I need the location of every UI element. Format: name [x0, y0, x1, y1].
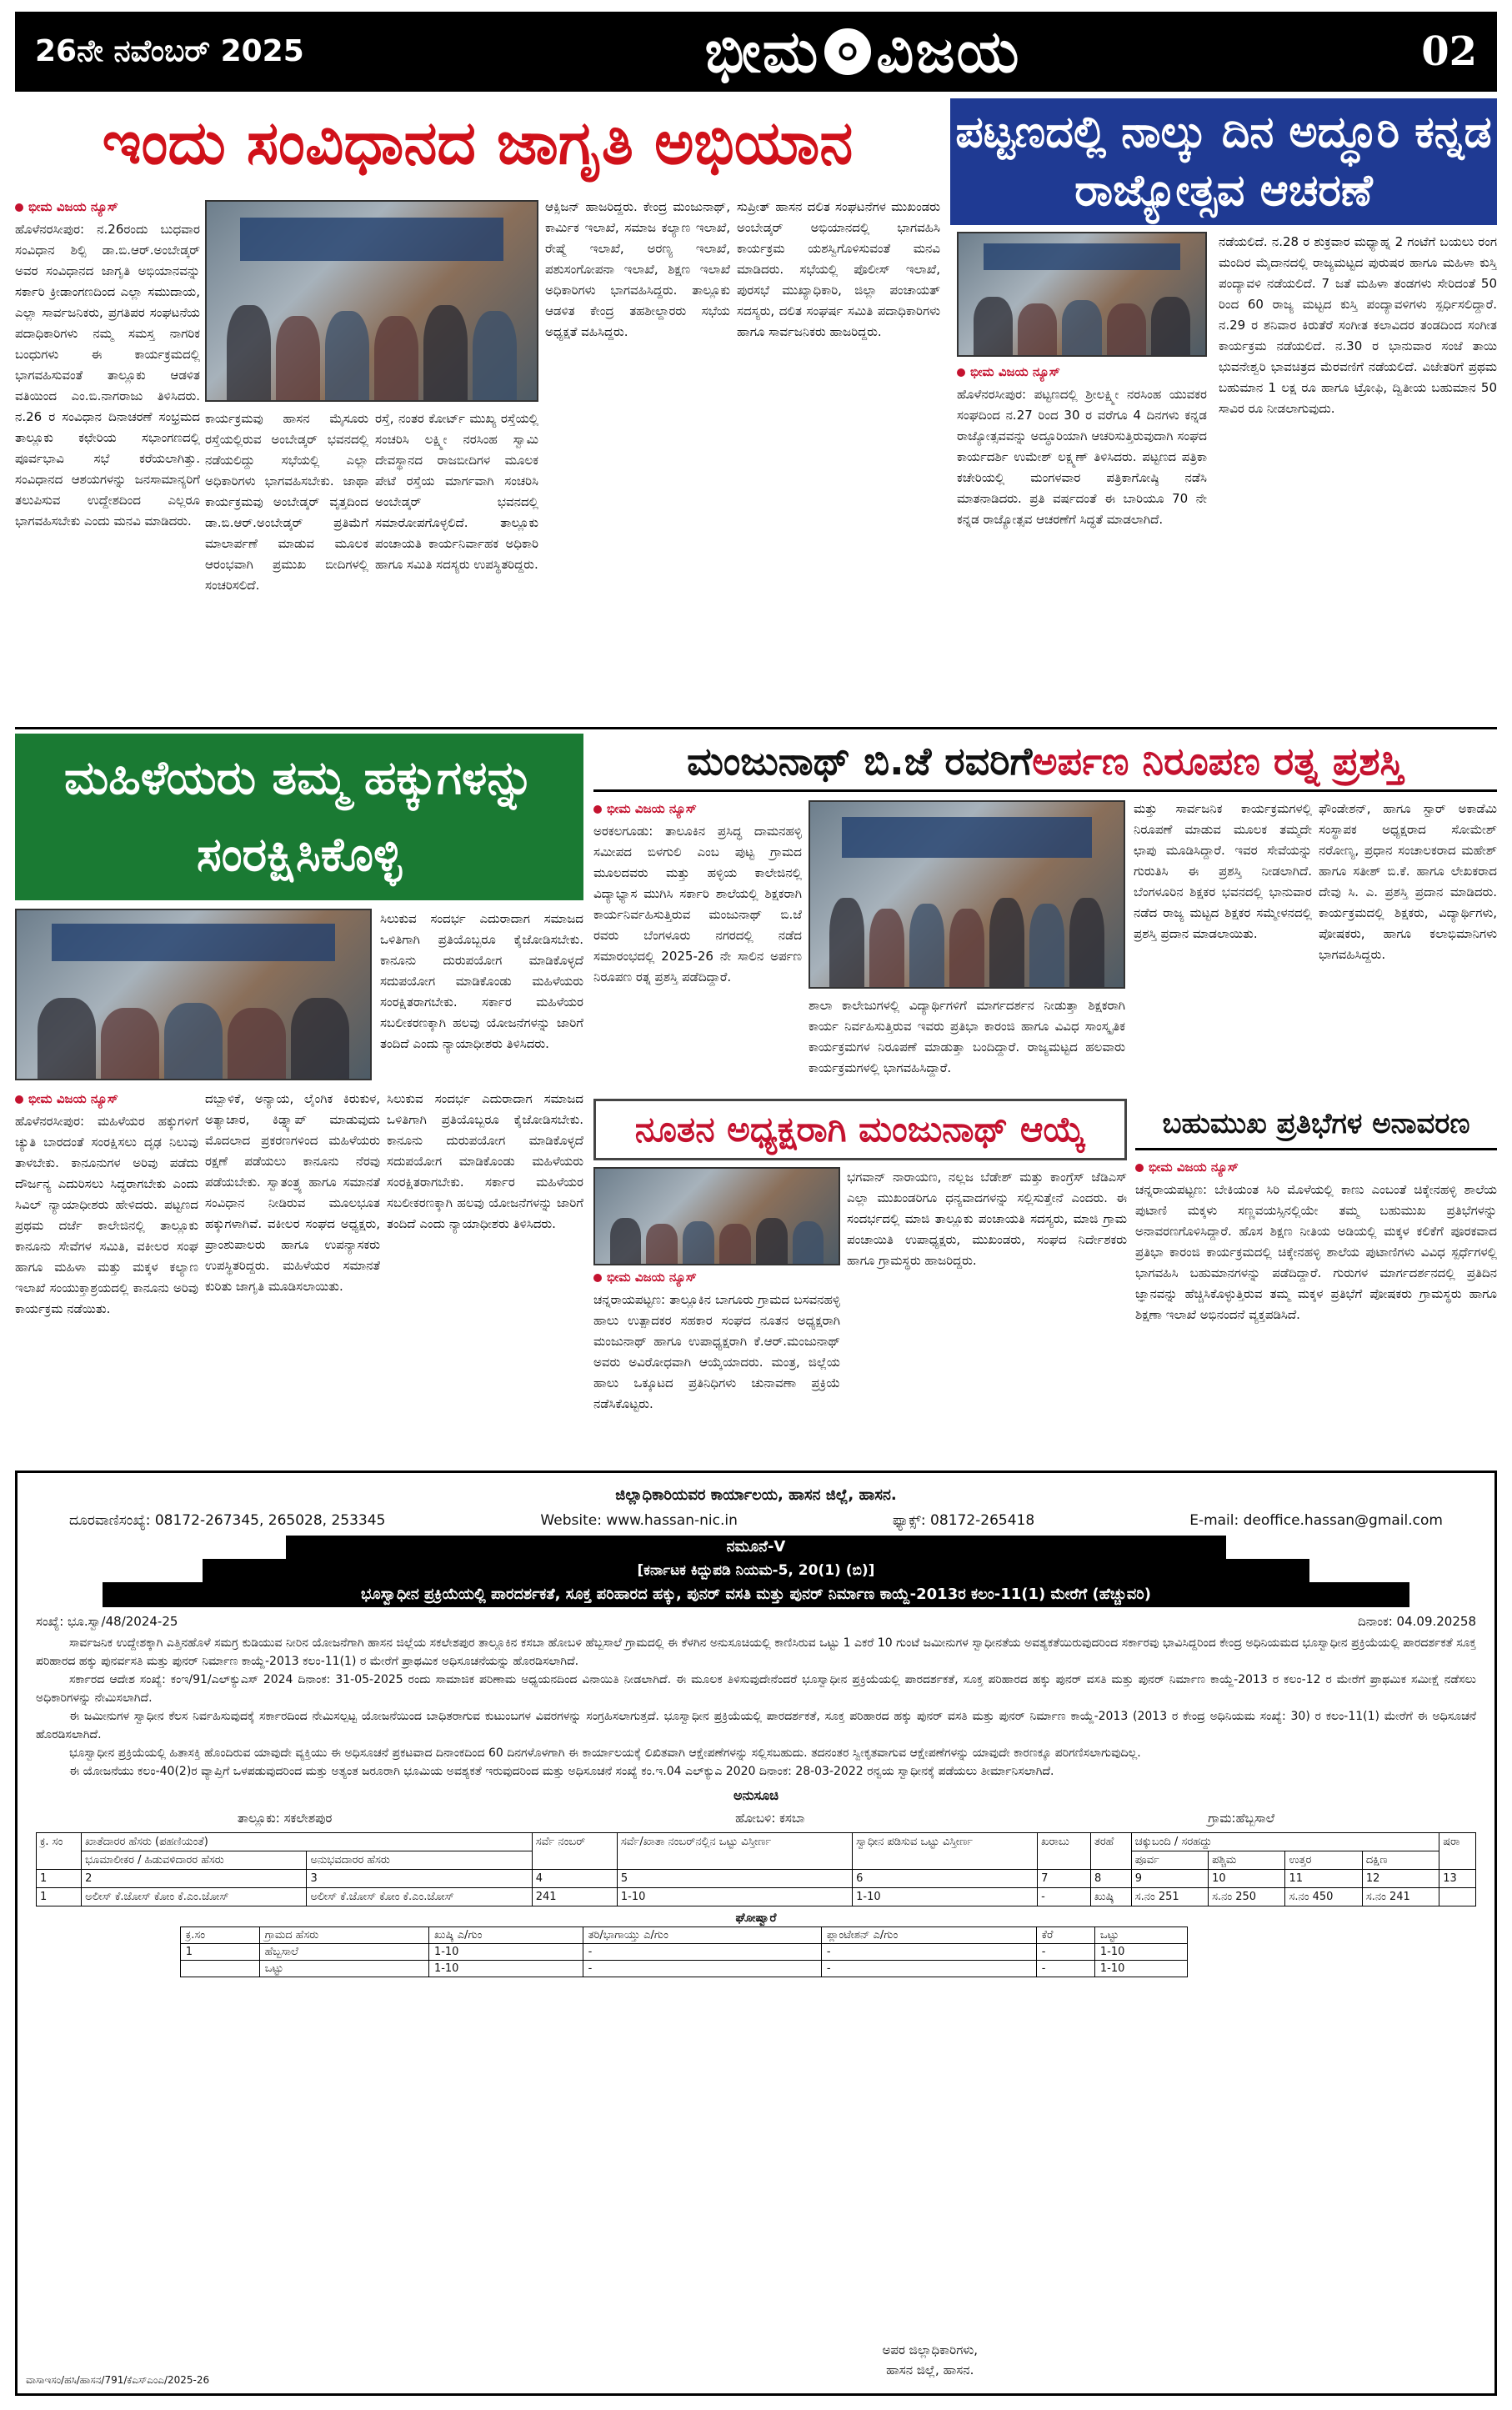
notice-paragraph: ಭೂಸ್ವಾಧೀನ ಪ್ರಕ್ರಿಯೆಯಲ್ಲಿ ಹಿತಾಸಕ್ತಿ ಹೊಂದಿರುವ ಯಾವುದೇ ವ್ಯಕ್ತಿಯು ಈ ಅಧಿಸೂಚನೆ ಪ್ರಕಟವಾದ ದಿನಾಂಕದಿಂದ 60 ದಿನಗಳೊಳಗಾಗಿ ಈ ಕಾರ್ಯಾಲಯಕ್ಕೆ ಲಿಖಿತವಾಗಿ ಆಕ್ಷೇಪಣೆಗಳನ್ನು ಸಲ್ಲಿಸಬಹುದು. ತದನಂತರ ಸ್ವೀಕೃತವಾಗುವ ಆಕ್ಷೇಪಣೆಗಳನ್ನು ಯಾವುದೇ ಕಾರಣಕ್ಕೂ ಪರಿಗಣಿಸಲಾಗುವುದಿಲ್ಲ.	[69, 1746, 1141, 1760]
notice-rule: [ಕರ್ನಾಟಕ ಕಿದ್ಬುಪಡಿ ನಿಯಮ-5, 20(1) (ಬಿ)]	[203, 1559, 1309, 1582]
headline-rajyotsava: ಪಟ್ಟಣದಲ್ಲಿ ನಾಲ್ಕು ದಿನ ಅದ್ಧೂರಿ ಕನ್ನಡ ರಾಜ್ಯೋತ್ಸವ ಆಚರಣೆ	[950, 98, 1497, 225]
th-owner: ಭೂಮಾಲೀಕರ / ಹಿಡುವಳಿದಾರರ ಹೆಸರು	[82, 1851, 307, 1870]
notice-body	[36, 1634, 1476, 1781]
manjunath-col-4: ಫೌಂಡೇಶನ್, ಹಾಗೂ ಸ್ಟಾರ್ ಅಕಾಡೆಮಿ ಸಂಸ್ಥಾಪಕ ಅಧ್ಯಕ್ಷರಾದ ಸೋಮೇಶ್ ನರೋಣ್ಯ, ಪ್ರಧಾನ ಸಂಚಾಲಕರಾದ ಮಹೇಶ್ ಹಾಗೂ ಸತೀಶ್ ಬಿ.ಕೆ. ಹಾಗೂ ಲೇಖಕರಾದ ದೇವು ಸಿ. ಎ. ಪ್ರಶಸ್ತಿ ಪ್ರದಾನ ಮಾಡಿದರು. ಕಾರ್ಯಕ್ರಮದಲ್ಲಿ ಶಿಕ್ಷಕರು, ವಿದ್ಯಾರ್ಥಿಗಳು, ಪೋಷಕರು, ಹಾಗೂ ಕಲಾಭಿಮಾನಿಗಳು ಭಾಗವಹಿಸಿದ್ದರು.	[1319, 801, 1497, 962]
masthead	[15, 12, 1497, 92]
th-sl: ಕ್ರ. ಸಂ	[37, 1833, 82, 1870]
th-survey: ಸರ್ವೆ ನಂಬರ್	[532, 1833, 617, 1870]
schedule-table	[36, 1832, 1476, 1906]
sign-place: ಹಾಸನ ಜಿಲ್ಲೆ, ಹಾಸನ.	[886, 2362, 974, 2377]
notice-date: ದಿನಾಂಕ: 04.09.20258	[1358, 1614, 1476, 1629]
headline-manjunath-award: ಮಂಜುನಾಥ್ ಬಿ.ಜೆ ರವರಿಗೆ ಅರ್ಪಣ ನಿರೂಪಣ ರತ್ನ ಪ್ರಶಸ್ತಿ	[593, 734, 1497, 792]
schedule-taluk: ತಾಲ್ಲೂಕು: ಸಕಲೇಶಪುರ	[237, 1811, 333, 1826]
table-row: 1 ಅಲೀಸ್ ಕೆ.ಜೋಸ್ ಕೋಂ ಕೆ.ಎಂ.ಜೋಸ್ ಅಲೀಸ್ ಕೆ.ಜೋಸ್ ಕೋಂ ಕೆ.ಎಂ.ಜೋಸ್ 241 1-10 1-10 - ಖುಷ್ಕಿ ಸ.ನಂ 251 ಸ.ನಂ 250 ಸ.ನಂ 450 ಸ.ನಂ 241	[37, 1888, 1476, 1906]
schedule-village: ಗ್ರಾಮ:ಹೆಬ್ಬಸಾಲೆ	[1208, 1811, 1275, 1826]
mahile-col-2: ಭೀಮ ವಿಜಯ ನ್ಯೂಸ್ ಹೊಳೆನರಸೀಪುರ: ಮಹಿಳೆಯರ ಹಕ್ಕುಗಳಿಗೆ ಚ್ಯುತಿ ಬಾರದಂತೆ ಸಂರಕ್ಷಿಸಲು ದೃಢ ನಿಲುವು ತಾಳಬೇಕು. ಕಾನೂನುಗಳ ಅರಿವು ಪಡೆದು ದೌರ್ಜನ್ಯ ಎದುರಿಸಲು ಸಿದ್ಧರಾಗಬೇಕು ಎಂದು ಸಿವಿಲ್ ನ್ಯಾಯಾಧೀಶರು ಹೇಳಿದರು. ಪಟ್ಟಣದ ಪ್ರಥಮ ದರ್ಜೆ ಕಾಲೇಜಿನಲ್ಲಿ ತಾಲ್ಲೂಕು ಕಾನೂನು ಸೇವೆಗಳ ಸಮಿತಿ, ವಕೀಲರ ಸಂಘ ಹಾಗೂ ಮಹಿಳಾ ಮತ್ತು ಮಕ್ಕಳ ಕಲ್ಯಾಣ ಇಲಾಖೆ ಸಂಯುಕ್ತಾಶ್ರಯದಲ್ಲಿ ಕಾನೂನು ಅರಿವು ಕಾರ್ಯಕ್ರಮ ನಡೆಯಿತು.	[15, 1089, 198, 1461]
section-divider	[15, 727, 1497, 729]
bullet-icon	[593, 805, 602, 814]
nutana-col-1: ಭೀಮ ವಿಜಯ ನ್ಯೂಸ್ ಚನ್ನರಾಯಪಟ್ಟಣ: ತಾಲ್ಲೂಕಿನ ಬಾಗೂರು ಗ್ರಾಮದ ಬಸವನಹಳ್ಳಿ ಹಾಲು ಉತ್ಪಾದಕರ ಸಹಕಾರ ಸಂಘದ ನೂತನ ಅಧ್ಯಕ್ಷರಾಗಿ ಮಂಜುನಾಥ್ ಹಾಗೂ ಉಪಾಧ್ಯಕ್ಷರಾಗಿ ಕೆ.ಆರ್.ಮಂಜುನಾಥ್ ಅವರು ಅವಿರೋಧವಾಗಿ ಆಯ್ಕೆಯಾದರು. ಮಂತ್ರ, ಜಿಲ್ಲೆಯ ಹಾಲು ಒಕ್ಕೂಟದ ಪ್ರತಿನಿಧಿಗಳು ಚುನಾವಣಾ ಪ್ರಕ್ರಿಯೆ ನಡೆಸಿಕೊಟ್ಟರು.	[593, 1267, 840, 1461]
samvidhana-col-4: ಆಕ್ಸಿಜನ್ ಹಾಜರಿದ್ದರು. ಕೇಂದ್ರ ಮಂಜುನಾಥ್, ಕಾರ್ಮಿಕ ಇಲಾಖೆ, ಸಮಾಜ ಕಲ್ಯಾಣ ಇಲಾಖೆ, ರೇಷ್ಮೆ ಇಲಾಖೆ, ಅರಣ್ಯ ಇಲಾಖೆ, ಪಶುಸಂಗೋಪನಾ ಇಲಾಖೆ, ಶಿಕ್ಷಣ ಇಲಾಖೆ ಅಧಿಕಾರಿಗಳು ಭಾಗವಹಿಸಿದ್ದರು. ತಾಲ್ಲೂಕು ಆಡಳಿತ ಕೇಂದ್ರ ತಹಶೀಲ್ದಾರರು ಸಭೆಯ ಅಧ್ಯಕ್ಷತೆ ವಹಿಸಿದ್ದರು.	[545, 199, 730, 339]
samvidhana-col-3: ರಸ್ತೆ, ನಂತರ ಕೋರ್ಟ್ ಮುಖ್ಯ ರಸ್ತೆಯಲ್ಲಿ ಸಂಚರಿಸಿ ಲಕ್ಷ್ಮೀ ನರಸಿಂಹ ಸ್ವಾಮಿ ದೇವಸ್ಥಾನದ ರಾಜಬೀದಿಗಳ ಮೂಲಕ ಪೇಟೆ ರಸ್ತೆಯ ಮಾರ್ಗವಾಗಿ ಸಂಚರಿಸಿ ಅಂಬೇಡ್ಕರ್ ಭವನದಲ್ಲಿ ಸಮಾರೋಪಗೊಳ್ಳಲಿದೆ. ತಾಲ್ಲೂಕು ಪಂಚಾಯತಿ ಕಾರ್ಯನಿರ್ವಾಹಕ ಅಧಿಕಾರಿ ಹಾಗೂ ಸಮಿತಿ ಸದಸ್ಯರು ಉಪಸ್ಥಿತರಿದ್ದರು.	[375, 411, 538, 572]
logo-text-right: ವಿಜಯ	[876, 17, 1021, 86]
rajyotsava-col-2: ನಡೆಯಲಿದೆ. ನ.28 ರ ಶುಕ್ರವಾರ ಮಧ್ಯಾಹ್ನ 2 ಗಂಟೆಗೆ ಬಯಲು ರಂಗ ಮಂದಿರ ಮೈದಾನದಲ್ಲಿ ರಾಜ್ಯಮಟ್ಟದ ಪುರುಷರ ಹಾಗೂ ಮಹಿಳಾ ಕುಸ್ತಿ ಪಂದ್ಯಾವಳಿ ನಡೆಯಲಿದೆ. 7 ಜತೆ ಮಹಿಳಾ ತಂಡಗಳು ಸೇರಿದಂತೆ 50 ರಿಂದ 60 ರಾಜ್ಯ ಮಟ್ಟದ ಕುಸ್ತಿ ಪಂದ್ಯಾವಳಿಗಳು ಸ್ಪರ್ಧಿಸಲಿದ್ದಾರೆ. ನ.29 ರ ಶನಿವಾರ ಕಿರುತೆರೆ ಸಂಗೀತ ಕಲಾವಿದರ ತಂಡದಿಂದ ಸಂಗೀತ ಕಾರ್ಯಕ್ರಮ ನಡೆಯಲಿದೆ. ನ.30 ರ ಭಾನುವಾರ ಸಂಜೆ ತಾಯಿ ಭುವನೇಶ್ವರಿ ಭಾವಚಿತ್ರದ ಮೆರವಣಿಗೆ ನಡೆಯಲಿದೆ. ವಿಜೇತರಿಗೆ ಪ್ರಥಮ ಬಹುಮಾನ 1 ಲಕ್ಷ ರೂ ಹಾಗೂ ಟ್ರೋಫಿ, ದ್ವಿತೀಯ ಬಹುಮಾನ 50 ಸಾವಿರ ರೂ ನೀಡಲಾಗುವುದು.	[1219, 234, 1497, 416]
notice-paragraph: ಈ ಜಮೀನುಗಳ ಸ್ವಾಧೀನ ಕೆಲಸ ನಿರ್ವಹಿಸುವುದಕ್ಕೆ ಸರ್ಕಾರದಿಂದ ನೇಮಿಸಲ್ಪಟ್ಟ ಯೋಜನೆಯಿಂದ ಬಾಧಿತರಾಗುವ ಕುಟುಂಬಗಳ ವಿವರಗಳನ್ನು ಸಂಗ್ರಹಿಸಲಾಗುತ್ತದೆ. ಭೂಸ್ವಾಧೀನ ಪ್ರಕ್ರಿಯೆಯಲ್ಲಿ ಪಾರದರ್ಶಕತೆ, ಸೂಕ್ತ ಪರಿಹಾರದ ಹಕ್ಕು ಪುನರ್ ವಸತಿ ಮತ್ತು ಪುನರ್ ನಿರ್ಮಾಣ ಕಾಯ್ದೆ-2013 (2013 ರ ಕೇಂದ್ರ ಅಧಿನಿಯಮ ಸಂಖ್ಯೆ: 30) ರ ಕಲಂ-11(1) ಮೇರೆಗೆ ಈ ಅಧಿಸೂಚನೆ ಹೊರಡಿಸಲಾಗಿದೆ.	[36, 1710, 1476, 1741]
byline: ಭೀಮ ವಿಜಯ ನ್ಯೂಸ್	[15, 197, 200, 218]
rajyotsava-col-1: ಭೀಮ ವಿಜಯ ನ್ಯೂಸ್ ಹೊಳೆನರಸೀಪುರ: ಪಟ್ಟಣದಲ್ಲಿ ಶ್ರೀಲಕ್ಷ್ಮೀ ನರಸಿಂಹ ಯುವಕರ ಸಂಘದಿಂದ ನ.27 ರಿಂದ 30 ರ ವರೆಗೂ 4 ದಿನಗಳು ಕನ್ನಡ ರಾಜ್ಯೋತ್ಸವವನ್ನು ಅದ್ಧೂರಿಯಾಗಿ ಆಚರಿಸುತ್ತಿರುವುದಾಗಿ ಸಂಘದ ಕಾರ್ಯದರ್ಶಿ ಉಮೇಶ್ ಲಕ್ಷ್ಮಣ್ ತಿಳಿಸಿದರು. ಪಟ್ಟಣದ ಪತ್ರಿಕಾ ಕಚೇರಿಯಲ್ಲಿ ಮಂಗಳವಾರ ಪತ್ರಿಕಾಗೋಷ್ಠಿ ನಡೆಸಿ ಮಾತನಾಡಿದರು. ಪ್ರತಿ ವರ್ಷದಂತೆ ಈ ಬಾರಿಯೂ 70 ನೇ ಕನ್ನಡ ರಾಜ್ಯೋತ್ಸವ ಆಚರಣೆಗೆ ಸಿದ್ಧತೆ ಮಾಡಲಾಗಿದೆ.	[957, 362, 1207, 722]
table-row: 1 ಹೆಬ್ಬಸಾಲೆ 1-10 - - - 1-10	[180, 1944, 1188, 1961]
photo-cooperative-society	[593, 1167, 840, 1265]
notice-form: ನಮೂನೆ-V	[286, 1536, 1226, 1559]
th-khata-group: ಖಾತೆದಾರರ ಹೆಸರು (ಪಹಣಿಯಂತೆ)	[82, 1833, 533, 1851]
notice-contact	[69, 1512, 1443, 1529]
notice-fax: ಫ್ಯಾಕ್ಸ್: 08172-265418	[892, 1512, 1035, 1529]
bullet-icon	[957, 368, 965, 377]
photo-legal-awareness	[15, 909, 372, 1080]
notice-code: ವಾಸಾಇಸಂ/ಹಸಿ/ಹಾಸನ/791/ಕೆಎಸ್‌ಎಂಎ/2025-26	[26, 2374, 210, 2386]
bullet-icon	[15, 1095, 23, 1104]
issue-date: 26ನೇ ನವೆಂಬರ್ 2025	[35, 34, 304, 68]
th-east: ಪೂರ್ವ	[1131, 1851, 1208, 1870]
notice-website: Website: www.hassan-nic.in	[540, 1512, 738, 1529]
notice-ref-row	[36, 1614, 1476, 1629]
newspaper-logo	[705, 17, 1021, 87]
byline: ಭೀಮ ವಿಜಯ ನ್ಯೂಸ್	[593, 799, 802, 819]
headline-mahile: ಮಹಿಳೆಯರು ತಮ್ಮ ಹಕ್ಕುಗಳನ್ನು ಸಂರಕ್ಷಿಸಿಕೊಳ್ಳಿ	[15, 734, 583, 900]
page-number: 02	[1421, 28, 1477, 75]
th-west: ಪಶ್ಚಿಮ	[1209, 1851, 1285, 1870]
manjunath-col-3: ಮತ್ತು ಸಾರ್ವಜನಿಕ ಕಾರ್ಯಕ್ರಮಗಳಲ್ಲಿ ನಿರೂಪಣೆ ಮಾಡುವ ಮೂಲಕ ತಮ್ಮದೇ ಛಾಪು ಮೂಡಿಸಿದ್ದಾರೆ. ಇವರ ಸೇವೆಯನ್ನು ಗುರುತಿಸಿ ಈ ಪ್ರಶಸ್ತಿ ನೀಡಲಾಗಿದೆ. ಬೆಂಗಳೂರಿನ ಶಿಕ್ಷಕರ ಭವನದಲ್ಲಿ ಭಾನುವಾರ ನಡೆದ ರಾಜ್ಯ ಮಟ್ಟದ ಶಿಕ್ಷಕರ ಸಮ್ಮೇಳನದಲ್ಲಿ ಪ್ರಶಸ್ತಿ ಪ್ರದಾನ ಮಾಡಲಾಯಿತು.	[1134, 801, 1312, 941]
mahile-col-4: ಸಿಲುಕುವ ಸಂದರ್ಭ ಎದುರಾದಾಗ ಸಮಾಜದ ಒಳಿತಿಗಾಗಿ ಪ್ರತಿಯೊಬ್ಬರೂ ಕೈಜೋಡಿಸಬೇಕು. ಕಾನೂನು ದುರುಪಯೋಗ ಮಾಡಿಕೊಳ್ಳದೆ ಸದುಪಯೋಗ ಮಾಡಿಕೊಂಡು ಮಹಿಳೆಯರು ಸಂರಕ್ಷಿತರಾಗಬೇಕು. ಸರ್ಕಾರ ಮಹಿಳೆಯರ ಸಬಲೀಕರಣಕ್ಕಾಗಿ ಹಲವು ಯೋಜನೆಗಳನ್ನು ಜಾರಿಗೆ ತಂದಿದೆ ಎಂದು ನ್ಯಾಯಾಧೀಶರು ತಿಳಿಸಿದರು.	[387, 1091, 583, 1231]
manjunath-col-2: ಶಾಲಾ ಕಾಲೇಜುಗಳಲ್ಲಿ ವಿದ್ಯಾರ್ಥಿಗಳಿಗೆ ಮಾರ್ಗದರ್ಶನ ನೀಡುತ್ತಾ ಶಿಕ್ಷಕರಾಗಿ ಕಾರ್ಯ ನಿರ್ವಹಿಸುತ್ತಿರುವ ಇವರು ಪ್ರತಿಭಾ ಕಾರಂಜಿ ಹಾಗೂ ವಿವಿಧ ಸಾಂಸ್ಕೃತಿಕ ಕಾರ್ಯಕ್ರಮಗಳ ನಿರೂಪಣೆ ಮಾಡುತ್ತಾ ಬಂದಿದ್ದಾರೆ. ರಾಜ್ಯಮಟ್ಟದ ಹಲವಾರು ಕಾರ್ಯಕ್ರಮಗಳಲ್ಲಿ ಭಾಗವಹಿಸಿದ್ದಾರೆ.	[809, 998, 1125, 1075]
schedule-hobli: ಹೋಬಳಿ: ಕಸಬಾ	[735, 1811, 805, 1826]
bahumukha-col-1: ಭೀಮ ವಿಜಯ ನ್ಯೂಸ್ ಚನ್ನರಾಯಪಟ್ಟಣ: ಬೇಕಿಯಂತ ಸಿರಿ ಮೊಳೆಯಲ್ಲಿ ಕಾಣು ಎಂಬಂತೆ ಚಿಕ್ಕೇನಹಳ್ಳಿ ಶಾಲೆಯ ಪುಟಾಣಿ ಮಕ್ಕಳು ಸಣ್ಣವಯಸ್ಸಿನಲ್ಲಿಯೇ ತಮ್ಮ ಬಹುಮುಖ ಪ್ರತಿಭೆಗಳನ್ನು ಅನಾವರಣಗೊಳಿಸಿದ್ದಾರೆ. ಹೊಸ ಶಿಕ್ಷಣ ನೀತಿಯ ಅಡಿಯಲ್ಲಿ ಮಕ್ಕಳ ಕಲಿಕೆಗೆ ಪೂರಕವಾದ ಪ್ರತಿಭಾ ಕಾರಂಜಿ ಕಾರ್ಯಕ್ರಮದಲ್ಲಿ ಚಿಕ್ಕೇನಹಳ್ಳಿ ಶಾಲೆಯ ಪುಟಾಣಿಗಳು ವಿವಿಧ ಸ್ಪರ್ಧೆಗಳಲ್ಲಿ ಭಾಗವಹಿಸಿ ಬಹುಮಾನಗಳನ್ನು ಪಡೆದಿದ್ದಾರೆ. ಗುರುಗಳ ಮಾರ್ಗದರ್ಶನದಲ್ಲಿ ಪ್ರತಿದಿನ ಜ್ಞಾನವನ್ನು ಹೆಚ್ಚಿಸಿಕೊಳ್ಳುತ್ತಿರುವ ತಮ್ಮ ಮಕ್ಕಳ ಪ್ರತಿಭೆಗೆ ಪೋಷಕರು ಗ್ರಾಮಸ್ಥರು ಹಾಗೂ ಶಿಕ್ಷಣಾ ಇಲಾಖೆ ಅಭಿನಂದನೆ ವ್ಯಕ್ತಪಡಿಸಿದೆ.	[1135, 1157, 1497, 1461]
summary-table: ಕ್ರ.ಸಂ ಗ್ರಾಮದ ಹೆಸರು ಖುಷ್ಕಿ ಎ/ಗುಂ ತರಿ/ಭಾಗಾಯ್ತು ಎ/ಗುಂ ಪ್ಲಾಂಟೇಶನ್ ಎ/ಗುಂ ಕೆರೆ ಒಟ್ಟು 1 ಹೆಬ್ಬಸಾಲೆ 1-10 - - - 1-10 ಒಟ್ಟು 1-10 - - - 1-10	[180, 1926, 1189, 1977]
th-kharab: ಖರಾಬು	[1038, 1833, 1091, 1870]
sign-title: ಅಪರ ಜಿಲ್ಲಾಧಿಕಾರಿಗಳು,	[882, 2342, 978, 2357]
bullet-icon	[1135, 1164, 1144, 1172]
byline: ಭೀಮ ವಿಜಯ ನ್ಯೂಸ್	[593, 1267, 840, 1288]
th-boundary: ಚಕ್ಕುಬಂದಿ / ಸರಹದ್ದು	[1131, 1833, 1439, 1851]
byline: ಭೀಮ ವಿಜಯ ನ್ಯೂಸ್	[1135, 1157, 1497, 1178]
samvidhana-col-2: ಕಾರ್ಯಕ್ರಮವು ಹಾಸನ ಮೈಸೂರು ರಸ್ತೆಯಲ್ಲಿರುವ ಅಂಬೇಡ್ಕರ್ ಭವನದಲ್ಲಿ ನಡೆಯಲಿದ್ದು ಸಭೆಯಲ್ಲಿ ಎಲ್ಲಾ ಅಧಿಕಾರಿಗಳು ಭಾಗವಹಿಸಬೇಕು. ಜಾಥಾ ಕಾರ್ಯಕ್ರಮವು ಅಂಬೇಡ್ಕರ್ ವೃತ್ತದಿಂದ ಡಾ.ಬಿ.ಆರ್.ಅಂಬೇಡ್ಕರ್ ಪ್ರತಿಮೆಗೆ ಮಾಲಾರ್ಪಣೆ ಮಾಡುವ ಮೂಲಕ ಆರಂಭವಾಗಿ ಪ್ರಮುಖ ಬೀದಿಗಳಲ್ಲಿ ಸಂಚರಿಸಲಿದೆ.	[205, 411, 368, 593]
bullet-icon	[15, 203, 23, 212]
th-acq: ಸ್ವಾಧೀನ ಪಡಿಸುವ ಒಟ್ಟು ವಿಸ್ತೀರ್ಣ	[853, 1833, 1038, 1870]
summary-title: ಘೋಷ್ವಾರೆ	[735, 1911, 777, 1925]
samvidhana-col-5: ಸುಪ್ರೀತ್ ಹಾಸನ ದಲಿತ ಸಂಘಟನೆಗಳ ಮುಖಂಡರು ಅಂಬೇಡ್ಕರ್ ಅಭಿಯಾನದಲ್ಲಿ ಭಾಗವಹಿಸಿ ಕಾರ್ಯಕ್ರಮ ಯಶಸ್ವಿಗೊಳಿಸುವಂತೆ ಮನವಿ ಮಾಡಿದರು. ಸಭೆಯಲ್ಲಿ ಪೊಲೀಸ್ ಇಲಾಖೆ, ಪುರಸಭೆ ಮುಖ್ಯಾಧಿಕಾರಿ, ಜಿಲ್ಲಾ ಪಂಚಾಯತ್ ಸದಸ್ಯರು, ದಲಿತ ಸಂಘರ್ಷ ಸಮಿತಿ ಪದಾಧಿಕಾರಿಗಳು ಹಾಗೂ ಸಾರ್ವಜನಿಕರು ಹಾಜರಿದ್ದರು.	[737, 199, 940, 339]
mahile-col-3: ದಬ್ಬಾಳಿಕೆ, ಅನ್ಯಾಯ, ಲೈಂಗಿಕ ಕಿರುಕುಳ, ಅತ್ಯಾಚಾರ, ಕಿಡ್ನ್ಯಾಪ್ ಮಾಡುವುದು ಮೊದಲಾದ ಪ್ರಕರಣಗಳಿಂದ ಮಹಿಳೆಯರು ರಕ್ಷಣೆ ಪಡೆಯಲು ಕಾನೂನು ನೆರವು ಪಡೆಯಬೇಕು. ಸ್ವಾತಂತ್ರ್ಯ ಹಾಗೂ ಸಮಾನತೆ ಸಂವಿಧಾನ ನೀಡಿರುವ ಮೂಲಭೂತ ಹಕ್ಕುಗಳಾಗಿವೆ. ವಕೀಲರ ಸಂಘದ ಅಧ್ಯಕ್ಷರು, ಪ್ರಾಂಶುಪಾಲರು ಹಾಗೂ ಉಪನ್ಯಾಸಕರು ಉಪಸ್ಥಿತರಿದ್ದರು. ಮಹಿಳೆಯರ ಸಮಾನತೆ ಕುರಿತು ಜಾಗೃತಿ ಮೂಡಿಸಲಾಯಿತು.	[205, 1091, 380, 1294]
manjunath-col-1: ಭೀಮ ವಿಜಯ ನ್ಯೂಸ್ ಅರಕಲಗೂಡು: ತಾಲೂಕಿನ ಪ್ರಸಿದ್ಧ ದಾಮನಹಳ್ಳಿ ಸಮೀಪದ ಬಿಳಗುಲಿ ಎಂಬ ಪುಟ್ಟ ಗ್ರಾಮದ ಮೂಲದವರು ಮತ್ತು ಹಳ್ಳಿಯ ಕಾಲೇಜಿನಲ್ಲಿ ವಿದ್ಯಾಭ್ಯಾಸ ಮುಗಿಸಿ ಸರ್ಕಾರಿ ಶಾಲೆಯಲ್ಲಿ ಶಿಕ್ಷಕರಾಗಿ ಕಾರ್ಯನಿರ್ವಹಿಸುತ್ತಿರುವ ಮಂಜುನಾಥ್ ಬಿ.ಜೆ ರವರು ಬೆಂಗಳೂರು ನಗರದಲ್ಲಿ ನಡೆದ ಸಮಾರಂಭದಲ್ಲಿ 2025-26 ನೇ ಸಾಲಿನ ಅರ್ಪಣ ನಿರೂಪಣ ರತ್ನ ಪ್ರಶಸ್ತಿ ಪಡೆದಿದ್ದಾರೆ.	[593, 799, 802, 1090]
ashoka-chakra-icon	[824, 28, 871, 75]
bullet-icon	[593, 1274, 602, 1282]
notice-act: ಭೂಸ್ವಾಧೀನ ಪ್ರಕ್ರಿಯೆಯಲ್ಲಿ ಪಾರದರ್ಶಕತೆ, ಸೂಕ್ತ ಪರಿಹಾರದ ಹಕ್ಕು, ಪುನರ್ ವಸತಿ ಮತ್ತು ಪುನರ್ ನಿರ್ಮಾಣ ಕಾಯ್ದೆ-2013ರ ಕಲಂ-11(1) ಮೇರೆಗೆ (ಹೆಚ್ಚುವರಿ)	[103, 1582, 1409, 1607]
photo-samvidhana-meeting	[205, 200, 538, 402]
notice-phone: ದೂರವಾಣಿಸಂಖ್ಯೆ: 08172-267345, 265028, 253345	[69, 1512, 386, 1529]
th-area: ಸರ್ವೆ/ಖಾತಾ ನಂಬರ್‌ನಲ್ಲಿನ ಒಟ್ಟು ವಿಸ್ತೀರ್ಣ	[617, 1833, 852, 1870]
th-type: ತರಹೆ	[1091, 1833, 1132, 1870]
table-row-column-numbers: 1 2 3 4 5 6 7 8 9 10 11 12 13	[37, 1870, 1476, 1888]
nutana-col-2: ಭಗವಾನ್ ನಾರಾಯಣ, ನಲ್ಲಜ ಬೆಡೇಶ್ ಮತ್ತು ಕಾಂಗ್ರೆಸ್ ಜೆಡಿಎಸ್ ಎಲ್ಲಾ ಮುಖಂಡರಿಗೂ ಧನ್ಯವಾದಗಳನ್ನು ಸಲ್ಲಿಸುತ್ತೇನೆ ಎಂದರು. ಈ ಸಂದರ್ಭದಲ್ಲಿ ಮಾಜಿ ತಾಲ್ಲೂಕು ಪಂಚಾಯತಿ ಸದಸ್ಯರು, ಮಾಜಿ ಗ್ರಾಮ ಪಂಚಾಯಿತಿ ಉಪಾಧ್ಯಕ್ಷರು, ಮುಖಂಡರು, ಸಂಘದ ನಿರ್ದೇಶಕರು ಹಾಗೂ ಗ್ರಾಮಸ್ಥರು ಹಾಜರಿದ್ದರು.	[847, 1170, 1127, 1268]
headline-samvidhana: ಇಂದು ಸಂವಿಧಾನದ ಜಾಗೃತಿ ಅಭಿಯಾನ	[102, 108, 854, 178]
th-remarks: ಷರಾ	[1439, 1833, 1476, 1870]
notice-signature	[882, 2340, 978, 2380]
byline: ಭೀಮ ವಿಜಯ ನ್ಯೂಸ್	[957, 362, 1207, 383]
headline-multi-talent: ಬಹುಮುಖ ಪ್ರತಿಭೆಗಳ ಅನಾವರಣ	[1135, 1099, 1497, 1150]
th-north: ಉತ್ತರ	[1285, 1851, 1362, 1870]
byline: ಭೀಮ ವಿಜಯ ನ್ಯೂಸ್	[15, 1089, 198, 1110]
notice-office: ಜಿಲ್ಲಾಧಿಕಾರಿಯವರ ಕಾರ್ಯಾಲಯ, ಹಾಸನ ಜಿಲ್ಲೆ, ಹಾಸನ.	[615, 1486, 897, 1504]
photo-press-meet	[957, 232, 1207, 357]
headline-new-president: ನೂತನ ಅಧ್ಯಕ್ಷರಾಗಿ ಮಂಜುನಾಥ್ ಆಯ್ಕೆ	[593, 1099, 1127, 1160]
table-row: ಒಟ್ಟು 1-10 - - - 1-10	[180, 1961, 1188, 1977]
land-acquisition-notice	[15, 1471, 1497, 2396]
th-enjoyer: ಅನುಭವದಾರರ ಹೆಸರು	[307, 1851, 532, 1870]
schedule-title: ಅನುಸೂಚಿ	[733, 1787, 779, 1803]
th-south: ದಕ್ಷಿಣ	[1362, 1851, 1439, 1870]
notice-paragraph: ಸಾರ್ವಜನಿಕ ಉದ್ದೇಶಕ್ಕಾಗಿ ಎತ್ತಿನಹೊಳೆ ಸಮಗ್ರ ಕುಡಿಯುವ ನೀರಿನ ಯೋಜನೆಗಾಗಿ ಹಾಸನ ಜಿಲ್ಲೆಯ ಸಕಲೇಶಪುರ ತಾಲ್ಲೂಕಿನ ಕಸಬಾ ಹೋಬಳಿ ಹೆಬ್ಬಸಾಲೆ ಗ್ರಾಮದಲ್ಲಿ ಈ ಕೆಳಗಿನ ಅನುಸೂಚಿಯಲ್ಲಿ ಕಾಣಿಸಿರುವ ಒಟ್ಟು 1 ಎಕರೆ 10 ಗುಂಟೆ ಜಮೀನುಗಳ ಸ್ವಾಧೀನತೆಯ ಅವಶ್ಯಕತೆಯಿರುವುದರಿಂದ ಸರ್ಕಾರವು ಭಾವಿಸಿದ್ದರಿಂದ ಕೇಂದ್ರ ಅಧಿನಿಯಮದ ಭೂಸ್ವಾಧೀನ ಪ್ರಕ್ರಿಯೆಯಲ್ಲಿ ಪಾರದರ್ಶಕತೆ ಸೂಕ್ತ ಪರಿಹಾರದ ಹಕ್ಕು ಪುನರ್ವಸತಿ ಮತ್ತು ಪುನರ್ ನಿರ್ಮಾಣ ಕಾಯ್ದೆ-2013 ಕಲಂ-11(1) ರ ಮೇರೆಗೆ ಪ್ರಾಥಮಿಕ ಅಧಿಸೂಚನೆಯನ್ನು ಹೊರಡಿಸಲಾಗಿದೆ.	[36, 1636, 1476, 1668]
samvidhana-col-1: ಭೀಮ ವಿಜಯ ನ್ಯೂಸ್ ಹೊಳೆನರಸೀಪುರ: ನ.26ರಂದು ಬುಧವಾರ ಸಂವಿಧಾನ ಶಿಲ್ಪಿ ಡಾ.ಬಿ.ಆರ್.ಅಂಬೇಡ್ಕರ್ ಅವರ ಸಂವಿಧಾನದ ಜಾಗೃತಿ ಅಭಿಯಾನವನ್ನು ಸರ್ಕಾರಿ ಕ್ರೀಡಾಂಗಣದಿಂದ ಎಲ್ಲಾ ಸಮುದಾಯ, ಎಲ್ಲಾ ಸಾರ್ವಜನಿಕರು, ಪ್ರಗತಿಪರ ಸಂಘಟನೆಯ ಪದಾಧಿಕಾರಿಗಳು ನಮ್ಮ ಸಮಸ್ತ ನಾಗರಿಕ ಬಂಧುಗಳು ಈ ಕಾರ್ಯಕ್ರಮದಲ್ಲಿ ಭಾಗವಹಿಸುವಂತೆ ತಾಲ್ಲೂಕು ಆಡಳಿತ ವತಿಯಿಂದ ಎಂ.ಬಿ.ನಾಗರಾಜು ತಿಳಿಸಿದರು. ನ.26 ರ ಸಂವಿಧಾನ ದಿನಾಚರಣೆ ಸಂಭ್ರಮದ ತಾಲ್ಲೂಕು ಕಛೇರಿಯ ಸಭಾಂಗಣದಲ್ಲಿ ಪೂರ್ವಭಾವಿ ಸಭೆ ಕರೆಯಲಾಗಿತ್ತು. ಸಂವಿಧಾನದ ಆಶಯಗಳನ್ನು ಜನಸಾಮಾನ್ಯರಿಗೆ ತಲುಪಿಸುವ ಉದ್ದೇಶದಿಂದ ಎಲ್ಲರೂ ಭಾಗವಹಿಸಬೇಕು ಎಂದು ಮನವಿ ಮಾಡಿದರು.	[15, 197, 200, 722]
logo-text-left: ಭೀಮ	[704, 17, 820, 86]
notice-paragraph: ಈ ಯೋಜನೆಯು ಕಲಂ-40(2)ರ ವ್ಯಾಪ್ತಿಗೆ ಒಳಪಡುವುದರಿಂದ ಮತ್ತು ಅತ್ಯಂತ ಜರೂರಾಗಿ ಭೂಮಿಯ ಅವಶ್ಯಕತೆ ಇರುವುದರಿಂದ ಮತ್ತು ಅಧಿಸೂಚನೆ ಸಂಖ್ಯೆ ಕಂ.ಇ.04 ಎಲ್‌ಕ್ಯುಎ 2020 ದಿನಾಂಕ: 28-03-2022 ರನ್ವಯ ಸ್ವಾಧೀನಕ್ಕೆ ಪಡೆಯಲು ತೀರ್ಮಾನಿಸಲಾಗಿದೆ.	[69, 1765, 1054, 1778]
photo-award-ceremony	[809, 800, 1125, 989]
schedule-location	[36, 1811, 1476, 1826]
notice-email: E-mail: deoffice.hassan@gmail.com	[1189, 1512, 1443, 1529]
notice-ref-no: ಸಂಖ್ಯೆ: ಭೂ.ಸ್ವಾ/48/2024-25	[36, 1614, 178, 1629]
notice-paragraph: ಸರ್ಕಾರದ ಆದೇಶ ಸಂಖ್ಯೆ: ಕಂಇ/91/ಎಲ್‌ಕ್ಯುಎಸ್ 2024 ದಿನಾಂಕ: 31-05-2025 ರಂದು ಸಾಮಾಜಿಕ ಪರಿಣಾಮ ಅಧ್ಯಯನದಿಂದ ವಿನಾಯಿತಿ ನೀಡಲಾಗಿದೆ. ಈ ಮೂಲಕ ತಿಳಿಸುವುದೇನೆಂದರೆ ಭೂಸ್ವಾಧೀನ ಪ್ರಕ್ರಿಯೆಯಲ್ಲಿ ಪಾರದರ್ಶಕತೆ, ಸೂಕ್ತ ಪರಿಹಾರದ ಹಕ್ಕು ಪುನರ್ ವಸತಿ ಮತ್ತು ಪುನರ್ ನಿರ್ಮಾಣ ಕಾಯ್ದೆ-2013 ರ ಕಲಂ-12 ರ ಮೇರೆಗೆ ಪ್ರಾಥಮಿಕ ಸಮೀಕ್ಷೆ ನಡೆಸಲು ಅಧಿಕಾರಿಗಳನ್ನು ನೇಮಿಸಲಾಗಿದೆ.	[36, 1673, 1476, 1705]
mahile-col-1: ಸಿಲುಕುವ ಸಂದರ್ಭ ಎದುರಾದಾಗ ಸಮಾಜದ ಒಳಿತಿಗಾಗಿ ಪ್ರತಿಯೊಬ್ಬರೂ ಕೈಜೋಡಿಸಬೇಕು. ಕಾನೂನು ದುರುಪಯೋಗ ಮಾಡಿಕೊಳ್ಳದೆ ಸದುಪಯೋಗ ಮಾಡಿಕೊಂಡು ಮಹಿಳೆಯರು ಸಂರಕ್ಷಿತರಾಗಬೇಕು. ಸರ್ಕಾರ ಮಹಿಳೆಯರ ಸಬಲೀಕರಣಕ್ಕಾಗಿ ಹಲವು ಯೋಜನೆಗಳನ್ನು ಜಾರಿಗೆ ತಂದಿದೆ ಎಂದು ನ್ಯಾಯಾಧೀಶರು ತಿಳಿಸಿದರು.	[380, 911, 583, 1051]
